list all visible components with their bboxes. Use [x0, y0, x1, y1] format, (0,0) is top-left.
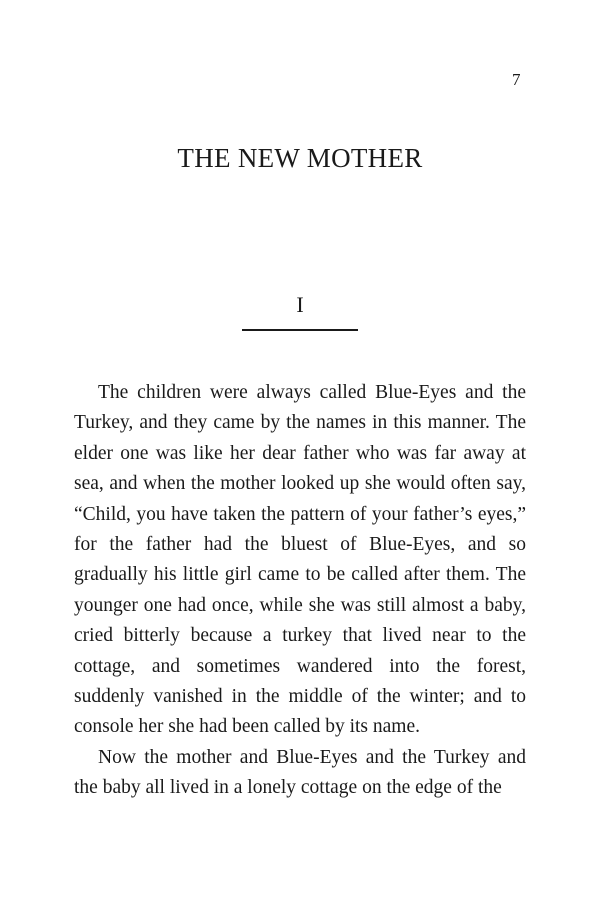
paragraph: The children were always called Blue-Eyes and the Turkey, and they came by the names in this manner. The elder one was like her dear father who was far away at sea, and when the mother looked up she would often say, “Child, you have taken the pattern of your father’s eyes,” for the father had the bluest of Blue-Eyes, and so gradually his little girl came to be called after them. The younger one had once, while she was still almost a baby, cried bitterly because a turkey that lived near to the cottage, and sometimes wandered into the forest, suddenly vanished in the middle of the winter; and to console her she had been called by its name.: [74, 382, 526, 738]
section-divider: [242, 329, 358, 331]
page-number: 7: [512, 70, 521, 89]
chapter-title: THE NEW MOTHER: [177, 143, 423, 173]
section-number: I: [296, 292, 304, 317]
paragraph: Now the mother and Blue-Eyes and the Turkey and the baby all lived in a lonely cottage on the edge of the: [74, 746, 526, 799]
body-text: [74, 378, 526, 804]
